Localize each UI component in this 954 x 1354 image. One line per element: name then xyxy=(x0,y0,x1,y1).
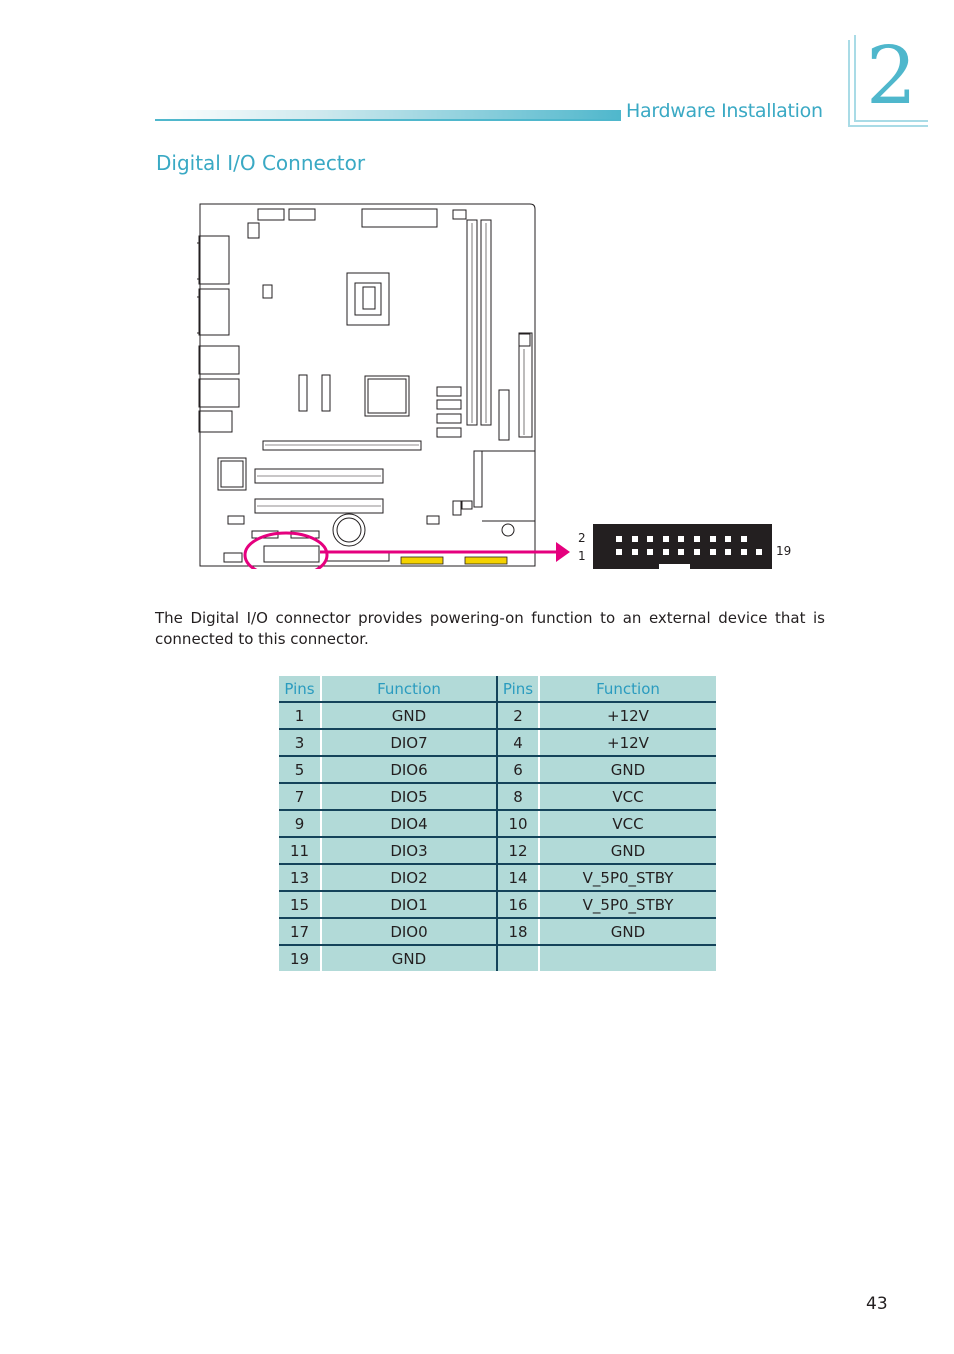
function-cell: DIO1 xyxy=(321,891,497,918)
table-row xyxy=(279,810,716,837)
function-cell: DIO3 xyxy=(321,837,497,864)
pin-cell: 11 xyxy=(279,837,321,864)
function-cell: VCC xyxy=(539,783,716,810)
table-row xyxy=(279,918,716,945)
table-row xyxy=(279,783,716,810)
connector-pin xyxy=(741,536,747,542)
pin-label-2: 2 xyxy=(578,531,586,545)
pin-cell: 9 xyxy=(279,810,321,837)
connector-pin xyxy=(694,536,700,542)
function-cell: DIO6 xyxy=(321,756,497,783)
pointer-arrow xyxy=(320,540,572,568)
page-heading: Digital I/O Connector xyxy=(156,151,366,175)
chapter-frame-line xyxy=(854,35,856,121)
motherboard-diagram xyxy=(197,203,537,569)
function-cell: +12V xyxy=(539,729,716,756)
table-header-row xyxy=(279,676,716,702)
function-cell: VCC xyxy=(539,810,716,837)
connector-pin xyxy=(616,549,622,555)
function-cell: V_5P0_STBY xyxy=(539,864,716,891)
connector-pin xyxy=(756,549,762,555)
pin-cell: 7 xyxy=(279,783,321,810)
header-pins: Pins xyxy=(279,676,321,702)
connector-pin xyxy=(616,536,622,542)
function-cell: GND xyxy=(539,756,716,783)
pin-cell: 16 xyxy=(497,891,539,918)
function-cell: DIO5 xyxy=(321,783,497,810)
connector-pin xyxy=(663,536,669,542)
pin-cell: 8 xyxy=(497,783,539,810)
pin-cell: 4 xyxy=(497,729,539,756)
connector-pin xyxy=(725,549,731,555)
connector-pin xyxy=(632,549,638,555)
pin-cell: 19 xyxy=(279,945,321,971)
pin-cell: 14 xyxy=(497,864,539,891)
connector-pin xyxy=(663,549,669,555)
header-rule xyxy=(155,119,621,121)
connector-pin xyxy=(741,549,747,555)
pin-cell xyxy=(497,945,539,971)
connector-pin xyxy=(725,536,731,542)
pin-cell: 10 xyxy=(497,810,539,837)
connector-pin xyxy=(647,536,653,542)
connector-pin xyxy=(647,549,653,555)
connector-notch xyxy=(659,564,690,569)
header-pins: Pins xyxy=(497,676,539,702)
function-cell: +12V xyxy=(539,702,716,729)
description-text: The Digital I/O connector provides powering-on function to an external device that is connected to this connector. xyxy=(155,609,825,648)
pin-cell: 1 xyxy=(279,702,321,729)
table-row xyxy=(279,729,716,756)
pin-label-1: 1 xyxy=(578,549,586,563)
connector-pin xyxy=(710,536,716,542)
pin-assignment-table xyxy=(279,676,716,971)
header-function: Function xyxy=(321,676,497,702)
pin-cell: 5 xyxy=(279,756,321,783)
pin-cell: 6 xyxy=(497,756,539,783)
table-row xyxy=(279,702,716,729)
pin-label-19: 19 xyxy=(776,544,792,558)
connector-pin xyxy=(710,549,716,555)
function-cell xyxy=(539,945,716,971)
connector-pin xyxy=(678,536,684,542)
function-cell: DIO7 xyxy=(321,729,497,756)
table-row xyxy=(279,864,716,891)
pin-cell: 17 xyxy=(279,918,321,945)
function-cell: V_5P0_STBY xyxy=(539,891,716,918)
connector-pin xyxy=(632,536,638,542)
section-title: Hardware Installation xyxy=(626,100,823,122)
connector-pin xyxy=(678,549,684,555)
connector-pin xyxy=(694,549,700,555)
function-cell: GND xyxy=(321,702,497,729)
chapter-number: 2 xyxy=(866,29,917,122)
pin-cell: 18 xyxy=(497,918,539,945)
chapter-frame-line xyxy=(848,40,850,126)
pin-cell: 12 xyxy=(497,837,539,864)
table-row xyxy=(279,756,716,783)
header-function: Function xyxy=(539,676,716,702)
function-cell: DIO0 xyxy=(321,918,497,945)
function-cell: DIO2 xyxy=(321,864,497,891)
function-cell: GND xyxy=(321,945,497,971)
pin-cell: 13 xyxy=(279,864,321,891)
table-row xyxy=(279,891,716,918)
table-row xyxy=(279,837,716,864)
function-cell: DIO4 xyxy=(321,810,497,837)
digital-io-connector xyxy=(593,524,772,569)
pin-cell: 2 xyxy=(497,702,539,729)
pin-cell: 15 xyxy=(279,891,321,918)
function-cell: GND xyxy=(539,837,716,864)
table-row xyxy=(279,945,716,971)
page-number: 43 xyxy=(866,1294,888,1314)
function-cell: GND xyxy=(539,918,716,945)
pin-cell: 3 xyxy=(279,729,321,756)
